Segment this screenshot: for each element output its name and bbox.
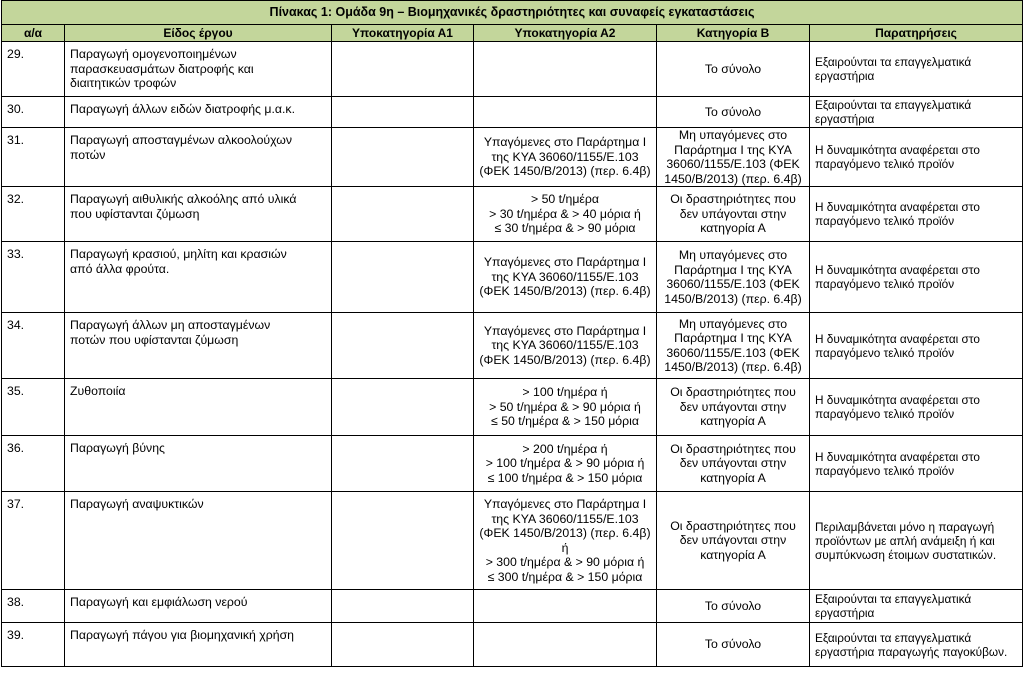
cell-a2 (474, 42, 657, 97)
cell-notes: Εξαιρούνται τα επαγγελματικά εργαστήρια (810, 42, 1023, 97)
cell-a1 (332, 242, 474, 313)
cell-num: 36. (2, 436, 65, 492)
table-row (2, 492, 1023, 590)
cell-notes: Η δυναμικότητα αναφέρεται στο παραγόμενο τελικό προϊόν (810, 436, 1023, 492)
cell-a2: > 100 t/ημέρα ή > 50 t/ημέρα & > 90 μόρια ή ≤ 50 t/ημέρα & > 150 μόρια (474, 379, 657, 436)
cell-b: Οι δραστηριότητες που δεν υπάγονται στην κατηγορία Α (657, 492, 810, 590)
cell-work: Ζυθοποιία (65, 379, 332, 436)
cell-notes: Η δυναμικότητα αναφέρεται στο παραγόμενο τελικό προϊόν (810, 128, 1023, 187)
header-num: α/α (2, 25, 65, 42)
cell-notes: Εξαιρούνται τα επαγγελματικά εργαστήρια (810, 97, 1023, 128)
cell-a1 (332, 97, 474, 128)
cell-work: Παραγωγή αιθυλικής αλκοόλης από υλικά που υφίστανται ζύμωση (65, 187, 332, 242)
cell-a1 (332, 492, 474, 590)
header-a1: Υποκατηγορία Α1 (332, 25, 474, 42)
cell-a1 (332, 128, 474, 187)
cell-b: Οι δραστηριότητες που δεν υπάγονται στην κατηγορία Α (657, 436, 810, 492)
cell-a2: Υπαγόμενες στο Παράρτημα Ι της ΚΥΑ 36060/1155/Ε.103 (ΦΕΚ 1450/Β/2013) (περ. 6.4β) (474, 242, 657, 313)
cell-a1 (332, 590, 474, 623)
table-row (2, 128, 1023, 187)
table-row (2, 313, 1023, 379)
cell-notes: Η δυναμικότητα αναφέρεται στο παραγόμενο τελικό προϊόν (810, 313, 1023, 379)
cell-num: 29. (2, 42, 65, 97)
cell-work: Παραγωγή άλλων μη αποσταγμένων ποτών που υφίστανται ζύμωση (65, 313, 332, 379)
cell-num: 32. (2, 187, 65, 242)
cell-b: Μη υπαγόμενες στο Παράρτημα Ι της ΚΥΑ 36060/1155/Ε.103 (ΦΕΚ 1450/Β/2013) (περ. 6.4β) (657, 313, 810, 379)
header-work: Είδος έργου (65, 25, 332, 42)
table-row (2, 42, 1023, 97)
cell-a2: > 200 t/ημέρα ή > 100 t/ημέρα & > 90 μόρια ή ≤ 100 t/ημέρα & > 150 μόρια (474, 436, 657, 492)
cell-work: Παραγωγή άλλων ειδών διατροφής μ.α.κ. (65, 97, 332, 128)
cell-work: Παραγωγή βύνης (65, 436, 332, 492)
cell-b: Το σύνολο (657, 42, 810, 97)
cell-notes: Η δυναμικότητα αναφέρεται στο παραγόμενο τελικό προϊόν (810, 187, 1023, 242)
cell-a2 (474, 590, 657, 623)
cell-a1 (332, 42, 474, 97)
table-body (2, 42, 1023, 667)
cell-num: 38. (2, 590, 65, 623)
header-a2: Υποκατηγορία Α2 (474, 25, 657, 42)
cell-notes: Περιλαμβάνεται μόνο η παραγωγή προϊόντων με απλή ανάμειξη ή και συμπύκνωση έτοιμων συστατικών. (810, 492, 1023, 590)
cell-num: 33. (2, 242, 65, 313)
table-row (2, 590, 1023, 623)
cell-work: Παραγωγή πάγου για βιομηχανική χρήση (65, 623, 332, 667)
cell-num: 31. (2, 128, 65, 187)
cell-notes: Η δυναμικότητα αναφέρεται στο παραγόμενο τελικό προϊόν (810, 242, 1023, 313)
cell-a2 (474, 623, 657, 667)
cell-a1 (332, 379, 474, 436)
table-row (2, 187, 1023, 242)
classification-table (1, 0, 1023, 667)
cell-b: Μη υπαγόμενες στο Παράρτημα Ι της ΚΥΑ 36060/1155/Ε.103 (ΦΕΚ 1450/Β/2013) (περ. 6.4β) (657, 128, 810, 187)
header-b: Κατηγορία Β (657, 25, 810, 42)
cell-a2 (474, 97, 657, 128)
cell-num: 30. (2, 97, 65, 128)
header-notes: Παρατηρήσεις (810, 25, 1023, 42)
cell-b: Το σύνολο (657, 590, 810, 623)
cell-work: Παραγωγή αποσταγμένων αλκοολούχων ποτών (65, 128, 332, 187)
cell-a2: Υπαγόμενες στο Παράρτημα Ι της ΚΥΑ 36060/1155/Ε.103 (ΦΕΚ 1450/Β/2013) (περ. 6.4β) (474, 128, 657, 187)
cell-notes: Εξαιρούνται τα επαγγελματικά εργαστήρια παραγωγής παγοκύβων. (810, 623, 1023, 667)
cell-a1 (332, 623, 474, 667)
table-row (2, 379, 1023, 436)
cell-notes: Εξαιρούνται τα επαγγελματικά εργαστήρια (810, 590, 1023, 623)
cell-a1 (332, 436, 474, 492)
cell-num: 34. (2, 313, 65, 379)
table-row (2, 97, 1023, 128)
cell-work: Παραγωγή κρασιού, μηλίτη και κρασιών από άλλα φρούτα. (65, 242, 332, 313)
cell-b: Το σύνολο (657, 623, 810, 667)
cell-b: Οι δραστηριότητες που δεν υπάγονται στην κατηγορία Α (657, 187, 810, 242)
table-row (2, 436, 1023, 492)
cell-num: 37. (2, 492, 65, 590)
cell-a1 (332, 313, 474, 379)
table-row (2, 623, 1023, 667)
table-title: Πίνακας 1: Ομάδα 9η – Βιομηχανικές δραστηριότητες και συναφείς εγκαταστάσεις (2, 1, 1023, 25)
cell-b: Μη υπαγόμενες στο Παράρτημα Ι της ΚΥΑ 36060/1155/Ε.103 (ΦΕΚ 1450/Β/2013) (περ. 6.4β) (657, 242, 810, 313)
table-row (2, 242, 1023, 313)
cell-notes: Η δυναμικότητα αναφέρεται στο παραγόμενο τελικό προϊόν (810, 379, 1023, 436)
cell-num: 39. (2, 623, 65, 667)
cell-num: 35. (2, 379, 65, 436)
cell-a1 (332, 187, 474, 242)
cell-a2: Υπαγόμενες στο Παράρτημα Ι της ΚΥΑ 36060/1155/Ε.103 (ΦΕΚ 1450/Β/2013) (περ. 6.4β) (474, 313, 657, 379)
cell-work: Παραγωγή ομογενοποιημένων παρασκευασμάτων διατροφής και διαιτητικών τροφών (65, 42, 332, 97)
cell-work: Παραγωγή και εμφιάλωση νερού (65, 590, 332, 623)
cell-work: Παραγωγή αναψυκτικών (65, 492, 332, 590)
cell-b: Οι δραστηριότητες που δεν υπάγονται στην κατηγορία Α (657, 379, 810, 436)
cell-a2: > 50 t/ημέρα > 30 t/ημέρα & > 40 μόρια ή ≤ 30 t/ημέρα & > 90 μόρια (474, 187, 657, 242)
cell-b: Το σύνολο (657, 97, 810, 128)
cell-a2: Υπαγόμενες στο Παράρτημα Ι της ΚΥΑ 36060/1155/Ε.103 (ΦΕΚ 1450/Β/2013) (περ. 6.4β) ή > 300 t/ημέρα & > 90 μόρια ή ≤ 300 t/ημέρα & > 150 μόρια (474, 492, 657, 590)
